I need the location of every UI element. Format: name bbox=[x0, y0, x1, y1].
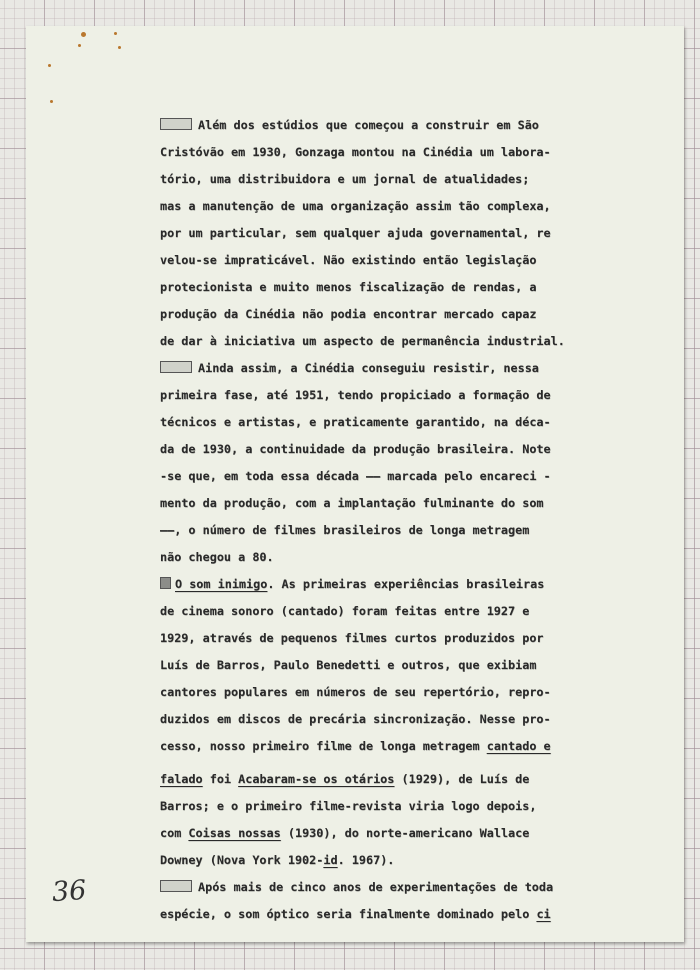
text-line: Barros; e o primeiro filme-revista viria logo depois, bbox=[160, 799, 537, 813]
text-line: tório, uma distribuidora e um jornal de atualidades; bbox=[160, 172, 530, 186]
text-line: produção da Cinédia não podia encontrar mercado capaz bbox=[160, 307, 537, 321]
text-line: cantores populares em números de seu repertório, repro- bbox=[160, 685, 551, 699]
line-text: foi bbox=[202, 772, 239, 786]
text-line bbox=[160, 112, 630, 139]
underlined-phrase: cantado e bbox=[486, 739, 551, 753]
text-line: mento da produção, com a implantação fulminante do som bbox=[160, 496, 544, 510]
section-heading: O som inimigo bbox=[175, 577, 268, 591]
stain-speck bbox=[81, 32, 86, 37]
stain-speck bbox=[48, 64, 51, 67]
stain-speck bbox=[78, 44, 81, 47]
line-text: com bbox=[160, 826, 189, 840]
text-line: primeira fase, até 1951, tendo propiciado a formação de bbox=[160, 388, 551, 402]
line-text: cesso, nosso primeiro filme de longa metragem bbox=[160, 739, 487, 753]
text-line bbox=[160, 733, 630, 760]
text-line bbox=[160, 571, 630, 598]
text-line bbox=[160, 847, 630, 874]
text-line bbox=[160, 901, 630, 928]
text-line: de dar à iniciativa um aspecto de permanência industrial. bbox=[160, 334, 565, 348]
paragraph-marker bbox=[160, 118, 192, 130]
text-line: por um particular, sem qualquer ajuda governamental, re bbox=[160, 226, 551, 240]
text-line bbox=[160, 355, 630, 382]
text-line: de cinema sonoro (cantado) foram feitas entre 1927 e bbox=[160, 604, 530, 618]
text-line bbox=[160, 874, 630, 901]
film-title: Acabaram-se os otários bbox=[238, 772, 395, 786]
line-text: (1929), de Luís de bbox=[394, 772, 530, 786]
line-text: Downey (Nova York 1902- bbox=[160, 853, 324, 867]
line-text: . As primeiras experiências brasileiras bbox=[267, 577, 545, 591]
text-line: mas a manutenção de uma organização assim tão complexa, bbox=[160, 199, 551, 213]
typed-text-body bbox=[160, 112, 630, 928]
line-text: Além dos estúdios que começou a construir em São bbox=[198, 118, 539, 132]
text-line bbox=[160, 820, 630, 847]
page-number: 36 bbox=[50, 874, 88, 909]
stain-speck bbox=[50, 100, 53, 103]
underlined-phrase: falado bbox=[160, 772, 203, 786]
line-text: espécie, o som óptico seria finalmente dominado pelo bbox=[160, 907, 537, 921]
paragraph-marker bbox=[160, 880, 192, 892]
film-title: Coisas nossas bbox=[188, 826, 281, 840]
underlined-fragment: ci bbox=[536, 907, 551, 921]
text-line: -se que, em toda essa década —— marcada pelo encareci - bbox=[160, 469, 551, 483]
text-line: ——, o número de filmes brasileiros de longa metragem bbox=[160, 523, 530, 537]
text-line: da de 1930, a continuidade da produção brasileira. Note bbox=[160, 442, 551, 456]
underlined-abbrev: id bbox=[323, 853, 338, 867]
text-line: técnicos e artistas, e praticamente garantido, na déca- bbox=[160, 415, 551, 429]
text-line: duzidos em discos de precária sincronização. Nesse pro- bbox=[160, 712, 551, 726]
text-line: não chegou a 80. bbox=[160, 550, 274, 564]
line-text: . 1967). bbox=[337, 853, 395, 867]
text-line bbox=[160, 766, 630, 793]
text-line: Luís de Barros, Paulo Benedetti e outros, que exibiam bbox=[160, 658, 537, 672]
text-line: Cristóvão em 1930, Gonzaga montou na Cinédia um labora- bbox=[160, 145, 551, 159]
line-text: Após mais de cinco anos de experimentações de toda bbox=[198, 880, 554, 894]
line-text: Ainda assim, a Cinédia conseguiu resistir, nessa bbox=[198, 361, 539, 375]
line-text: (1930), do norte-americano Wallace bbox=[280, 826, 530, 840]
text-line: velou-se impraticável. Não existindo então legislação bbox=[160, 253, 537, 267]
text-line: 1929, através de pequenos filmes curtos produzidos por bbox=[160, 631, 544, 645]
stain-speck bbox=[118, 46, 121, 49]
stain-speck bbox=[114, 32, 117, 35]
paragraph-marker bbox=[160, 361, 192, 373]
text-line: protecionista e muito menos fiscalização de rendas, a bbox=[160, 280, 537, 294]
section-marker bbox=[160, 577, 171, 589]
